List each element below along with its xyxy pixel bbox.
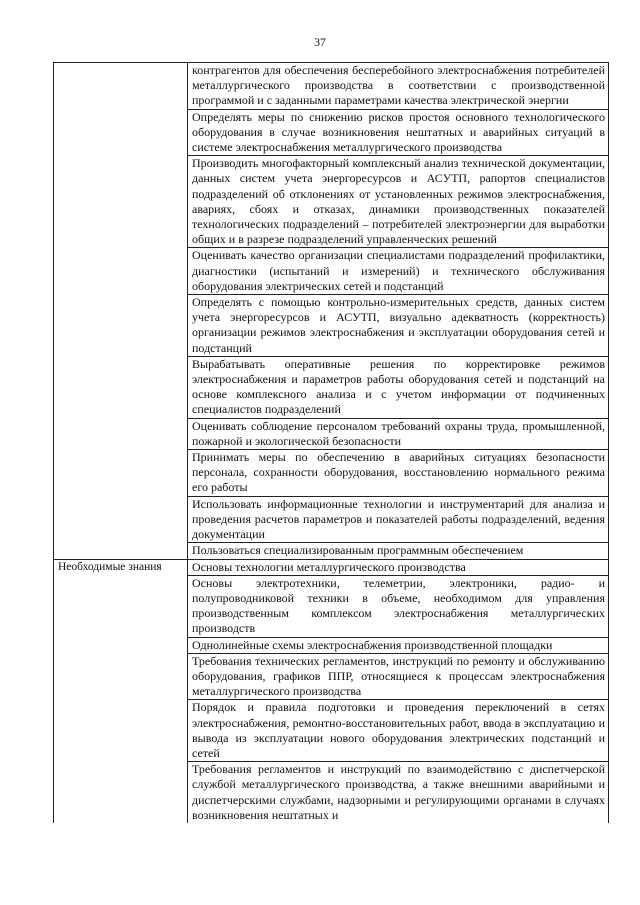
table-row	[54, 559, 609, 575]
competency-table	[53, 62, 609, 823]
table-cell: Основы технологии металлургического производства	[188, 559, 609, 575]
table-cell: Определять с помощью контрольно-измерительных средств, данных систем учета энергоресурсов и АСУТП, визуально адекватность (корректность) организации режимов электроснабжения и эксплуатации оборудования сетей и подстанций	[188, 295, 609, 357]
table-cell: Основы электротехники, телеметрии, электроники, радио- и полупроводниковой техники в объеме, необходимом для управления производственным комплексом электроснабжения металлургических производств	[188, 575, 609, 637]
table-cell: Принимать меры по обеспечению в аварийных ситуациях безопасности персонала, сохранности оборудования, восстановлению нормального режима его работы	[188, 450, 609, 497]
page-number: 37	[314, 37, 326, 49]
table-cell: Порядок и правила подготовки и проведения переключений в сетях электроснабжения, ремонтно-восстановительных работ, ввода в эксплуатацию и вывода из эксплуатации нового оборудования электрических подстанций и сетей	[188, 700, 609, 762]
table-cell: Пользоваться специализированным программным обеспечением	[188, 543, 609, 559]
table-cell: Производить многофакторный комплексный анализ технической документации, данных систем учета энергоресурсов и АСУТП, рапортов специалистов подразделений об отклонениях от установленных режимов электроснабжения, авариях, сбоях и отказах, динамики производственных показателей технологических подразделений – потребителей электроэнергии для выработки общих и в разрезе подразделений управленческих решений	[188, 156, 609, 248]
table-cell: Однолинейные схемы электроснабжения производственной площадки	[188, 637, 609, 653]
table-cell: Вырабатывать оперативные решения по корректировке режимов электроснабжения и параметров работы оборудования сетей и подстанций на основе комплексного анализа и с учетом информации от подчиненных специалистов подразделений	[188, 356, 609, 418]
table-cell: Требования технических регламентов, инструкций по ремонту и обслуживанию оборудования, графиков ППР, относящиеся к процессам электроснабжения металлургического производства	[188, 653, 609, 700]
table-cell: Использовать информационные технологии и инструментарий для анализа и проведения расчетов параметров и показателей работы подразделений, ведения документации	[188, 496, 609, 543]
table-cell: Оценивать соблюдение персоналом требований охраны труда, промышленной, пожарной и экологической безопасности	[188, 418, 609, 449]
table-row	[54, 63, 609, 110]
table-cell: Определять меры по снижению рисков простоя основного технологического оборудования в случае возникновения нештатных и аварийных ситуаций в системе электроснабжения металлургического производства	[188, 109, 609, 156]
table-cell: Оценивать качество организации специалистами подразделений профилактики, диагностики (испытаний и измерений) и технического обслуживания оборудования электрических сетей и подстанций	[188, 248, 609, 295]
section-label-skills	[54, 63, 188, 560]
table-cell: контрагентов для обеспечения бесперебойного электроснабжения потребителей металлургического производства в соответствии с производственной программой и с заданными параметрами качества электрической энергии	[188, 63, 609, 110]
section-label-knowledge: Необходимые знания	[54, 559, 188, 823]
table-cell: Требования регламентов и инструкций по взаимодействию с диспетчерской службой металлургического производства, а также внешними аварийными и диспетчерскими службами, надзорными и регулирующими органами в случаях возникновения нештатных и	[188, 762, 609, 823]
